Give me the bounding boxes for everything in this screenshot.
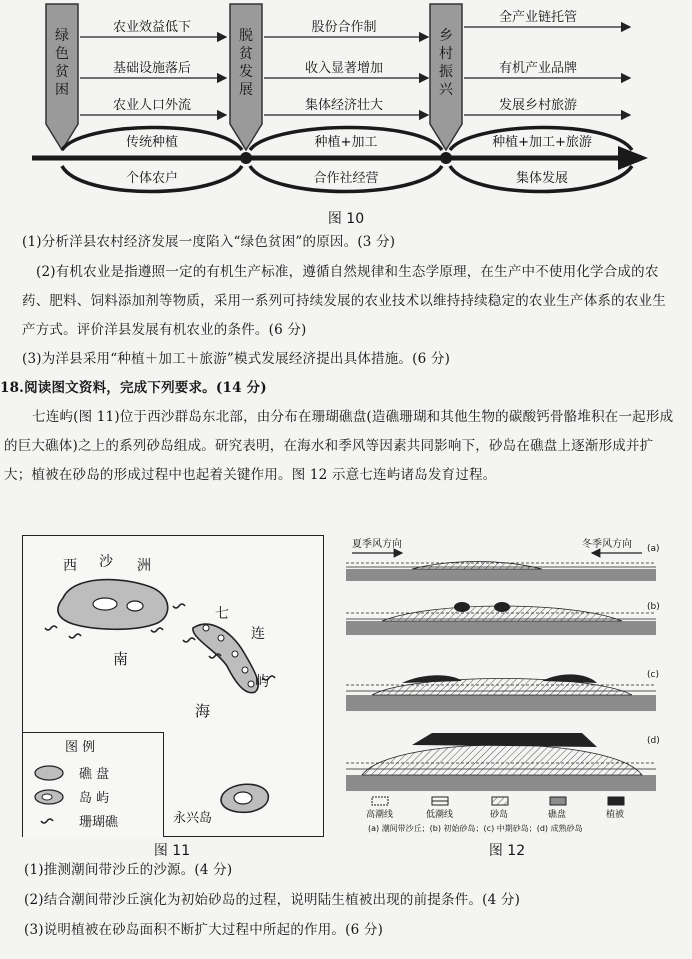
stage3-char2: 村 bbox=[439, 46, 453, 62]
stage1-char4: 困 bbox=[55, 82, 69, 98]
legend-reef-icon bbox=[35, 766, 63, 780]
stage2-char4: 展 bbox=[239, 82, 253, 98]
label-sha: 沙 bbox=[99, 554, 113, 570]
label-hai: 海 bbox=[195, 702, 211, 720]
legend-sand-island: 砂岛 bbox=[490, 810, 509, 820]
panel-a-label: (a) bbox=[647, 544, 660, 554]
figure-12-diagram bbox=[342, 535, 672, 835]
label-nan: 南 bbox=[113, 650, 129, 668]
stage3-char4: 兴 bbox=[439, 82, 453, 98]
label-yu: 屿 bbox=[255, 674, 269, 690]
summer-wind-label: 夏季风方向 bbox=[352, 539, 402, 550]
stage1-mode-bottom: 个体农户 bbox=[125, 171, 179, 186]
stage2-cause-3: 集体经济壮大 bbox=[304, 98, 384, 113]
stage3-char1: 乡 bbox=[439, 28, 453, 44]
panel-d-label: (d) bbox=[647, 736, 660, 746]
panel-d bbox=[346, 733, 660, 791]
stage3-cause-3: 发展乡村旅游 bbox=[498, 98, 578, 113]
q18-heading: 18.阅读图文资料，完成下列要求。(14 分) bbox=[0, 380, 267, 396]
q18-item-2: (2)结合潮间带沙丘演化为初始砂岛的过程，说明陆生植被出现的前提条件。(4 分) bbox=[24, 892, 521, 908]
label-lian: 连 bbox=[251, 626, 265, 642]
legend-island-label: 岛 屿 bbox=[79, 791, 110, 806]
figure-12-caption: 图 12 bbox=[488, 843, 526, 859]
stage2-char1: 脱 bbox=[239, 28, 253, 44]
q17-item-2: (2)有机农业是指遵照一定的有机生产标准，遵循自然规律和生态学原理，在生产中不使用化学合成的农药、肥料、饲料添加剂等物质，采用一系列可持续发展的农业技术以维持持续稳定的农业生产体系的农业生产方式。评价洋县发展有机农业的条件。(6 分) bbox=[22, 264, 666, 338]
legend-low-tide: 低潮线 bbox=[426, 810, 454, 820]
stage1-cause-3: 农业人口外流 bbox=[112, 98, 192, 113]
stage1-mode-top: 传统种植 bbox=[125, 135, 179, 150]
legend-reef-flat: 礁盘 bbox=[548, 810, 567, 820]
stage2-cause-1: 股份合作制 bbox=[311, 20, 377, 35]
q17-item-1: (1)分析洋县农村经济发展一度陷入“绿色贫困”的原因。(3 分) bbox=[22, 234, 396, 250]
stage1-cause-2: 基础设施落后 bbox=[112, 61, 192, 76]
legend-coral-icon bbox=[41, 819, 53, 823]
timeline-arrowhead bbox=[618, 146, 648, 170]
stage2-char3: 发 bbox=[239, 64, 253, 80]
q17-item-3: (3)为洋县采用“种植＋加工＋旅游”模式发展经济提出具体措施。(6 分) bbox=[22, 351, 451, 367]
stage2-mode-top: 种植+加工 bbox=[314, 135, 378, 150]
figure-10-diagram bbox=[20, 0, 670, 205]
map-legend bbox=[23, 732, 164, 837]
stage3-char3: 振 bbox=[439, 64, 453, 80]
winter-wind-label: 冬季风方向 bbox=[582, 539, 632, 550]
q18-item-1: (1)推测潮间带沙丘的沙源。(4 分) bbox=[24, 862, 233, 878]
stage3-cause-1: 全产业链托管 bbox=[498, 10, 578, 25]
stage-rural-revitalization bbox=[430, 4, 632, 192]
stage1-char2: 色 bbox=[55, 46, 69, 62]
panel-b bbox=[346, 602, 660, 635]
label-yongxing: 永兴岛 bbox=[173, 811, 213, 826]
q18-passage: 七连屿(图 11)位于西沙群岛东北部，由分布在珊瑚礁盘(造礁珊瑚和其他生物的碳酸钙骨骼堆积在一起形成的巨大礁体)之上的系列砂岛组成。研究表明，在海水和季风等因素共同影响下，砂岛在礁盘上逐渐形成并扩大；植被在砂岛的形成过程中也起着关键作用。图 12 示意七连屿诸岛发育过程。 bbox=[4, 409, 674, 483]
legend-reef-label: 礁 盘 bbox=[79, 767, 110, 782]
label-xi: 西 bbox=[63, 558, 77, 574]
stage3-cause-2: 有机产业品牌 bbox=[498, 61, 578, 76]
figure-12-note: (a) 潮间带沙丘；(b) 初始砂岛；(c) 中期砂岛；(d) 成熟砂岛 bbox=[368, 824, 583, 833]
figure-10-caption: 图 10 bbox=[327, 211, 365, 227]
stage2-cause-2: 收入显著增加 bbox=[304, 61, 384, 76]
figure-12-legend bbox=[366, 797, 624, 833]
stage1-cause-1: 农业效益低下 bbox=[112, 20, 192, 35]
stage-green-poverty bbox=[46, 4, 242, 192]
stage2-mode-bottom: 合作社经营 bbox=[313, 171, 379, 186]
label-qi: 七 bbox=[215, 606, 229, 622]
stage-poverty-alleviation bbox=[230, 4, 442, 192]
label-zhou: 洲 bbox=[137, 558, 151, 574]
figure-11-map bbox=[22, 535, 324, 837]
stage1-char1: 绿 bbox=[55, 28, 69, 44]
legend-island-icon bbox=[42, 794, 52, 800]
panel-c-label: (c) bbox=[647, 670, 659, 680]
legend-coral-label: 珊瑚礁 bbox=[79, 815, 119, 830]
legend-high-tide: 高潮线 bbox=[366, 810, 394, 820]
stage2-char2: 贫 bbox=[239, 46, 253, 62]
legend-vegetation: 植被 bbox=[606, 810, 625, 820]
stage3-mode-bottom: 集体发展 bbox=[515, 171, 569, 186]
panel-b-label: (b) bbox=[647, 602, 660, 612]
panel-c bbox=[346, 670, 659, 711]
legend-title: 图 例 bbox=[65, 740, 96, 755]
stage3-mode-top: 种植+加工+旅游 bbox=[492, 135, 592, 150]
figure-11-caption: 图 11 bbox=[153, 843, 191, 859]
stage1-char3: 贫 bbox=[55, 64, 69, 80]
q18-item-3: (3)说明植被在砂岛面积不断扩大过程中所起的作用。(6 分) bbox=[24, 922, 384, 938]
